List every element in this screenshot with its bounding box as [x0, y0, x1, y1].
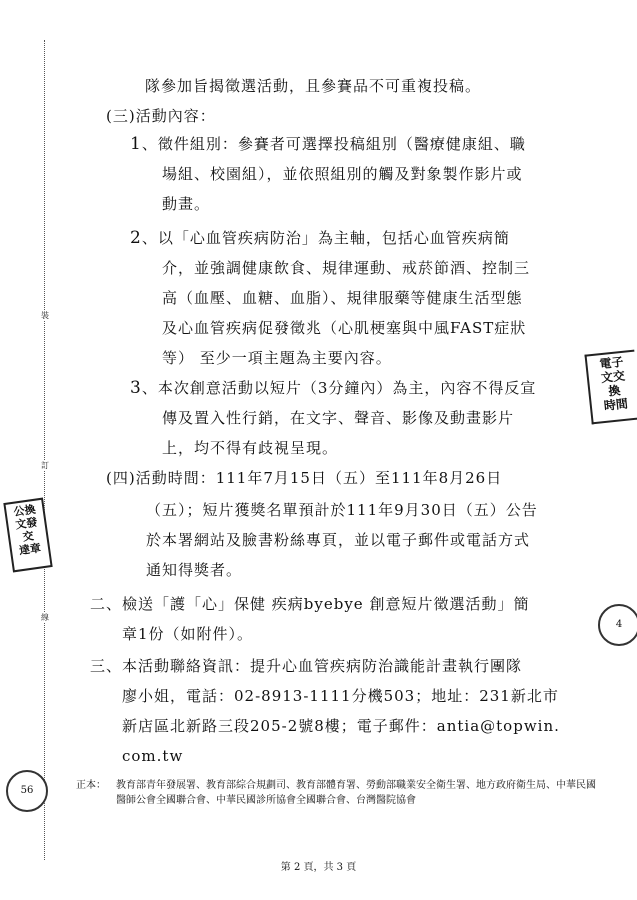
page-number: 第 2 頁，共 3 頁	[280, 862, 357, 873]
item-text: 、本次創意活動以短片（3分鐘內）為主，內容不得反宣	[141, 379, 537, 397]
body-line: 及心血管疾病促發徵兆（心肌梗塞與中風FAST症狀	[162, 319, 527, 337]
item-3	[130, 378, 536, 398]
exchange-stamp-left: 公換 文發 交 達章	[3, 498, 52, 573]
binding-margin-line	[44, 40, 45, 860]
binding-char-zhuang: 裝	[41, 311, 49, 320]
item-2	[130, 228, 510, 248]
body-line: 於本署網站及臉書粉絲專頁，並以電子郵件或電話方式	[146, 531, 531, 549]
body-line: 傳及置入性行銷，在文字、聲音、影像及動畫影片	[162, 409, 515, 427]
body-line: 介，並強調健康飲食、規律運動、戒菸節酒、控制三	[162, 259, 531, 277]
body-line: 動畫。	[162, 195, 211, 213]
body-line: 章1份（如附件）。	[122, 625, 254, 643]
exchange-stamp-right: 電子 文交 換 時間	[584, 350, 637, 425]
section-heading-schedule: (四)活動時間：111年7月15日（五）至111年8月26日	[106, 469, 503, 487]
section-heading-attachment: 二、檢送「護「心」保健 疾病byebye 創意短片徵選活動」簡	[90, 595, 530, 613]
item-number: 2	[130, 228, 142, 248]
page-seal-left: 56	[6, 770, 48, 812]
binding-char-ding: 訂	[41, 461, 49, 470]
body-line: 高（血壓、血糖、血脂）、規律服藥等健康生活型態	[162, 289, 523, 307]
body-line: 新店區北新路三段205-2號8樓；電子郵件：antia@topwin.	[122, 717, 560, 735]
body-line: 等） 至少一項主題為主要內容。	[162, 349, 392, 367]
item-1	[130, 134, 526, 154]
binding-char-xian: 線	[41, 613, 49, 622]
page-seal-right: 4	[598, 604, 637, 646]
section-heading-content: (三)活動內容：	[106, 107, 216, 125]
body-line: （五）；短片獲獎名單預計於111年9月30日（五）公告	[146, 501, 538, 519]
item-text: 、以「心血管疾病防治」為主軸，包括心血管疾病簡	[141, 229, 510, 247]
body-line: 廖小姐，電話：02-8913-1111分機503；地址：231新北市	[122, 687, 559, 705]
recipients-list: 教育部青年發展署、教育部綜合規劃司、教育部體育署、勞動部職業安全衛生署、地方政府衛生局、中華民國醫師公會全國聯合會、中華民國診所協會全國聯合會、台灣醫院協會	[116, 780, 596, 806]
item-number: 1	[130, 134, 142, 154]
section-heading-contact: 三、本活動聯絡資訊：提升心血管疾病防治識能計畫執行團隊	[90, 657, 523, 675]
body-line: 通知得獎者。	[146, 561, 243, 579]
body-line: 隊參加旨揭徵選活動，且參賽品不可重複投稿。	[145, 77, 482, 95]
body-line: 場組、校園組），並依照組別的觸及對象製作影片或	[162, 165, 523, 183]
item-number: 3	[130, 378, 142, 398]
body-line: com.tw	[122, 747, 184, 765]
body-line: 上，均不得有歧視呈現。	[162, 439, 339, 457]
recipients-label: 正本：	[76, 780, 106, 791]
item-text: 、徵件組別：參賽者可選擇投稿組別（醫療健康組、職	[141, 135, 526, 153]
